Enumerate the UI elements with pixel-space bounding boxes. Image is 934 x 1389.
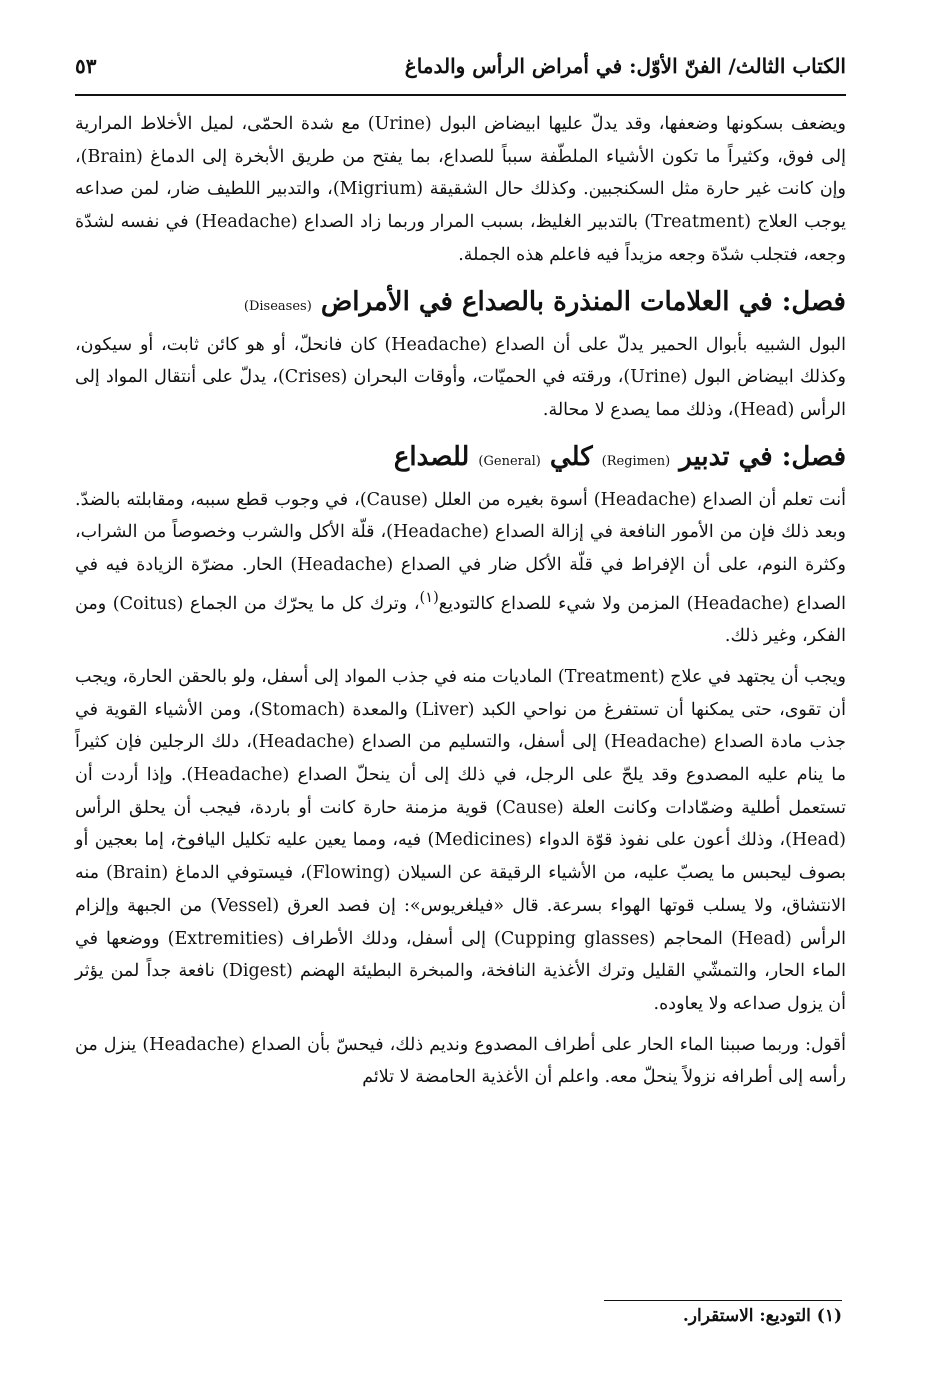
paragraph-4: ويجب أن يجتهد في علاج (Treatment) الماديات منه في جذب المواد إلى أسفل، ولو بالحقن الحارة، ويجب أن تقوى، حتى يمكنها أن تستفرغ من نواحي الكبد (Liver) والمعدة (Stomach)، ومن الأشياء القوية في جذب مادة الصداع (Headache) إلى أسفل، والتسليم من الصداع (Headache)، دلك الرجلين فإن كثيراً ما ينام عليه المصدوع وقد يلحّ على الرجل، في ذلك إلى أن ينحلّ الصداع (Headache). وإذا أردت أن تستعمل أطلية وضمّادات وكانت العلة (Cause) قوية مزمنة حارة كانت أو باردة، فيجب أن يحلق الرأس (Head)، وذلك أعون على نفوذ قوّة الدواء (Medicines) فيه، ومما يعين عليه تكليل اليافوخ، إما بعجين أو بصوف ليحبس ما يصبّ عليه، من الأشياء الرقيقة عن السيلان (Flowing)، فيستوفي الدماغ (Brain) منه الانتشاق، ولا يسلب قوتها الهواء بسرعة. قال «فيلغريوس»: إن فصد العرق (Vessel) من الجبهة وإلزام الرأس (Head) المحاجم (Cupping glasses) إلى أسفل، ودلك الأطراف (Extremities) ووضعها في الماء الحار، والتمشّي القليل وترك الأغذية النافخة، والمبخرة البطيئة الهضم (Digest) نافعة جداً لمن يؤثر أن يزول صداعه ولا يعاوده. bbox=[75, 666, 847, 1014]
paragraph-3 bbox=[75, 484, 846, 653]
heading-1-english: (Diseases) bbox=[243, 298, 312, 314]
footnote-reference: (١) bbox=[419, 588, 439, 606]
heading-2-part-a: فصل: في تدبير bbox=[679, 441, 846, 472]
footnote-divider bbox=[604, 1300, 842, 1301]
paragraph-2: البول الشبيه بأبوال الحمير يدلّ على أن الصداع (Headache) كان فانحلّ، أو هو كائن ثابت، أو سيكون، وكذلك ابيضاض البول (Urine)، ورقته في الحميّات، وأوقات البحران (Crises)، يدلّ على أنتقال المواد إلى الرأس (Head)، وذلك مما يصدع لا محالة. bbox=[75, 334, 846, 420]
page-number: ٥٣ bbox=[75, 54, 97, 78]
heading-2-part-c: للصداع bbox=[393, 441, 470, 472]
heading-2-part-b: كلي bbox=[549, 441, 593, 472]
section-heading-general-regimen bbox=[75, 439, 846, 480]
heading-2-english-2: (General) bbox=[478, 453, 541, 469]
heading-1-text: فصل: في العلامات المنذرة بالصداع في الأمراض bbox=[320, 286, 846, 317]
footnote: (١) التوديع: الاستقرار. bbox=[682, 1306, 842, 1326]
running-title: الكتاب الثالث/ الفنّ الأوّل: في أمراض الرأس والدماغ bbox=[404, 54, 846, 78]
paragraph-3-end: ، وترك كل ما يحرّك من الجماع (Coitus) ومن الفكر، وغير ذلك. bbox=[75, 593, 846, 647]
paragraph-1: ويضعف بسكونها وضعفها، وقد يدلّ عليها ابيضاض البول (Urine) مع شدة الحمّى، لميل الأخلاط المرارية إلى فوق، وكثيراً ما تكون الأشياء الملطّفة سبباً للصداع، بما يفتح من طريق الأبخرة إلى الدماغ (Brain)، وإن كانت غير حارة مثل السكنجبين. وكذلك حال الشقيقة (Migrium)، والتدبير اللطيف ضار، لمن صداعه يوجب العلاج (Treatment) بالتدبير الغليظ، بسبب المرار وربما زاد الصداع (Headache) في نفسه لشدّة وجعه، فتجلب شدّة وجعه مزيداً فيه فاعلم هذه الجملة. bbox=[75, 114, 846, 265]
paragraph-3-text: أنت تعلم أن الصداع (Headache) أسوة بغيره من العلل (Cause)، في وجوب قطع سببه، ومقابلته بالضدّ. وبعد ذلك فإن من الأمور النافعة في إزالة الصداع (Headache)، قلّة الأكل والشرب وخصوصاً من الشراب، وكثرة النوم، على أن الإفراط في قلّة الأكل ضار في الصداع (Headache) الحار. مضرّة الزيادة فيه في الصداع (Headache) المزمن ولا شيء للصداع كالتوديع bbox=[75, 489, 847, 614]
paragraph-5: أقول: وربما صببنا الماء الحار على أطراف المصدوع ونديم ذلك، فيحسّ بأن الصداع (Headache) ينزل من رأسه إلى أطرافه نزولاً ينحلّ معه. واعلم أن الأغذية الحامضة لا تلائم bbox=[75, 1034, 846, 1088]
section-heading-warning-signs bbox=[75, 284, 846, 325]
page-body bbox=[75, 108, 846, 1094]
running-header bbox=[75, 48, 846, 96]
heading-2-english-1: (Regimen) bbox=[601, 453, 671, 469]
